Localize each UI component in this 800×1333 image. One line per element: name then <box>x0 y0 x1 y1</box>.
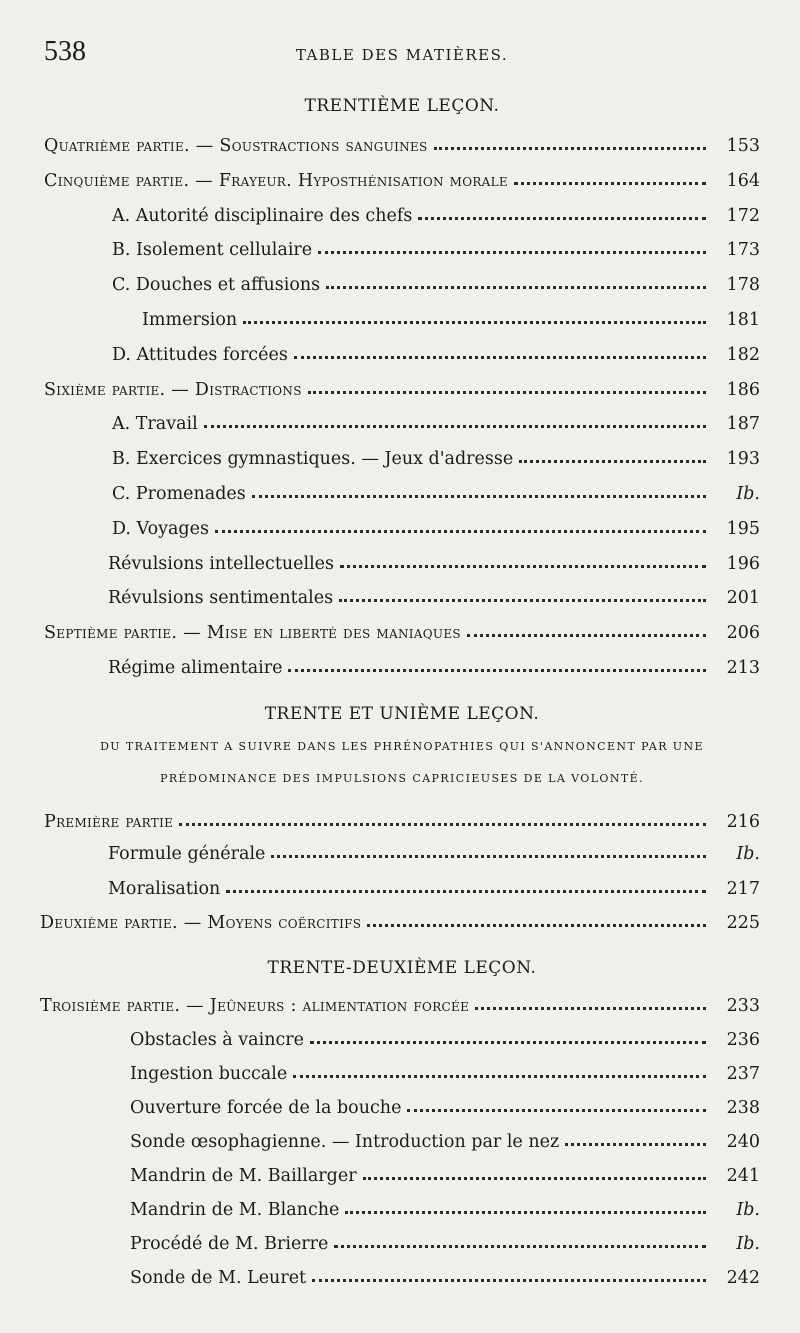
toc-entry-page: 236 <box>726 1030 760 1050</box>
dot-leader <box>340 565 706 568</box>
dot-leader <box>339 599 706 602</box>
toc-entry[interactable] <box>44 128 760 156</box>
dot-leader <box>252 495 706 498</box>
toc-entry-label: A. Autorité disciplinaire des chefs <box>112 206 413 226</box>
toc-entry-label: Cinquième partie. — Frayeur. Hyposthénisation morale <box>44 171 508 191</box>
toc-entry[interactable] <box>44 163 760 191</box>
dot-leader <box>288 669 706 672</box>
toc-entry[interactable] <box>108 836 760 864</box>
toc-entry[interactable] <box>40 988 760 1016</box>
toc-entry-label: Ouverture forcée de la bouche <box>130 1098 402 1118</box>
toc-entry-label: B. Exercices gymnastiques. — Jeux d'adresse <box>112 449 514 469</box>
toc-entry-page: 187 <box>726 414 760 434</box>
toc-entry-label: Sixième partie. — Distractions <box>44 380 302 400</box>
toc-entry-page: 181 <box>726 310 760 330</box>
dot-leader <box>293 1075 706 1078</box>
dot-leader <box>519 460 706 463</box>
toc-entry-page: 217 <box>726 879 760 899</box>
toc-entry-label: Obstacles à vaincre <box>130 1030 305 1050</box>
toc-entry-label: D. Voyages <box>112 519 209 539</box>
toc-entry[interactable] <box>108 650 760 678</box>
toc-entry-page: 225 <box>726 913 760 933</box>
toc-entry[interactable] <box>112 232 760 260</box>
dot-leader <box>310 1041 706 1044</box>
toc-entry-page: Ib. <box>736 844 760 864</box>
toc-entry[interactable] <box>142 302 760 330</box>
toc-entry[interactable] <box>112 337 760 365</box>
toc-entry[interactable] <box>112 441 760 469</box>
toc-entry[interactable] <box>130 1056 760 1084</box>
dot-leader <box>407 1109 706 1112</box>
toc-entry-label: Formule générale <box>108 844 266 864</box>
dot-leader <box>243 321 706 324</box>
lesson-subheading-line1: DU TRAITEMENT A SUIVRE DANS LES PHRÉNOPATHIES QUI S'ANNONCENT PAR UNE <box>100 740 704 753</box>
running-title: TABLE DES MATIÈRES. <box>295 46 509 64</box>
toc-entry-page: 241 <box>726 1166 760 1186</box>
toc-entry-label: Ingestion buccale <box>130 1064 288 1084</box>
dot-leader <box>179 823 706 826</box>
toc-entry-page: 233 <box>726 996 760 1016</box>
toc-entry-label: Moralisation <box>108 879 221 899</box>
dot-leader <box>215 530 706 533</box>
dot-leader <box>434 147 706 150</box>
toc-entry[interactable] <box>130 1192 760 1220</box>
toc-entry-label: Quatrième partie. — Soustractions sanguines <box>44 136 428 156</box>
toc-entry-label: Sonde œsophagienne. — Introduction par le nez <box>130 1132 560 1152</box>
toc-entry-page: 196 <box>726 554 760 574</box>
toc-entry-label: C. Promenades <box>112 484 246 504</box>
dot-leader <box>294 356 706 359</box>
toc-entry-page: 201 <box>726 588 760 608</box>
toc-entry-page: 216 <box>726 812 760 832</box>
page-header <box>44 36 760 70</box>
toc-entry-page: 182 <box>726 345 760 365</box>
dot-leader <box>565 1143 706 1146</box>
toc-entry-label: A. Travail <box>112 414 198 434</box>
dot-leader <box>367 924 706 927</box>
lesson-subheading-line2: PRÉDOMINANCE DES IMPULSIONS CAPRICIEUSES DE LA VOLONTÉ. <box>160 772 644 785</box>
lesson-heading-32: TRENTE-DEUXIÈME LEÇON. <box>267 958 537 978</box>
toc-entry-page: 164 <box>726 171 760 191</box>
toc-entry-page: Ib. <box>736 1200 760 1220</box>
toc-entry-page: 242 <box>726 1268 760 1288</box>
toc-entry-page: 240 <box>726 1132 760 1152</box>
toc-entry-label: Mandrin de M. Baillarger <box>130 1166 357 1186</box>
toc-entry[interactable] <box>112 198 760 226</box>
toc-entry-label: Révulsions sentimentales <box>108 588 334 608</box>
toc-entry-label: Révulsions intellectuelles <box>108 554 335 574</box>
toc-entry[interactable] <box>44 372 760 400</box>
toc-entry[interactable] <box>112 406 760 434</box>
toc-entry-page: 237 <box>726 1064 760 1084</box>
toc-entry-page: 206 <box>726 623 760 643</box>
dot-leader <box>418 217 706 220</box>
toc-entry-page: 195 <box>726 519 760 539</box>
toc-entry-label: D. Attitudes forcées <box>112 345 288 365</box>
toc-entry-page: 153 <box>726 136 760 156</box>
toc-entry-label: Régime alimentaire <box>108 658 283 678</box>
lesson-heading-30: TRENTIÈME LEÇON. <box>304 96 500 116</box>
dot-leader <box>467 634 706 637</box>
toc-entry-label: C. Douches et affusions <box>112 275 321 295</box>
toc-entry[interactable] <box>130 1022 760 1050</box>
toc-entry-label: Immersion <box>142 310 238 330</box>
toc-entry-page: 173 <box>726 240 760 260</box>
toc-entry-page: 238 <box>726 1098 760 1118</box>
dot-leader <box>363 1177 706 1180</box>
toc-entry-page: 186 <box>726 380 760 400</box>
dot-leader <box>271 855 706 858</box>
toc-entry-page: 193 <box>726 449 760 469</box>
toc-entry-label: Première partie <box>44 812 174 832</box>
toc-entry[interactable] <box>130 1090 760 1118</box>
toc-entry-label: Sonde de M. Leuret <box>130 1268 307 1288</box>
toc-entry-page: 213 <box>726 658 760 678</box>
toc-entry-label: B. Isolement cellulaire <box>112 240 313 260</box>
lesson-heading-31: TRENTE ET UNIÈME LEÇON. <box>264 704 540 724</box>
toc-entry-label: Mandrin de M. Blanche <box>130 1200 340 1220</box>
page-number: 538 <box>44 36 86 67</box>
toc-entry-page: 172 <box>726 206 760 226</box>
toc-entry[interactable] <box>44 615 760 643</box>
dot-leader <box>226 890 706 893</box>
toc-entry[interactable] <box>108 580 760 608</box>
toc-entry[interactable] <box>130 1226 760 1254</box>
toc-entry-page: Ib. <box>736 484 760 504</box>
toc-entry[interactable] <box>40 905 760 933</box>
toc-entry[interactable] <box>108 546 760 574</box>
dot-leader <box>334 1245 706 1248</box>
toc-entry[interactable] <box>130 1158 760 1186</box>
toc-entry-label: Septième partie. — Mise en liberté des maniaques <box>44 623 461 643</box>
toc-entry[interactable] <box>44 804 760 832</box>
dot-leader <box>475 1007 706 1010</box>
toc-entry-label: Deuxième partie. — Moyens coërcitifs <box>40 913 362 933</box>
dot-leader <box>308 391 706 394</box>
toc-entry[interactable] <box>130 1124 760 1152</box>
dot-leader <box>204 425 706 428</box>
toc-entry[interactable] <box>130 1260 760 1288</box>
dot-leader <box>326 286 706 289</box>
toc-entry[interactable] <box>108 871 760 899</box>
toc-entry[interactable] <box>112 267 760 295</box>
toc-entry[interactable] <box>112 511 760 539</box>
dot-leader <box>312 1279 706 1282</box>
dot-leader <box>514 182 706 185</box>
toc-entry-page: 178 <box>726 275 760 295</box>
dot-leader <box>345 1211 706 1214</box>
toc-entry-page: Ib. <box>736 1234 760 1254</box>
toc-entry-label: Procédé de M. Brierre <box>130 1234 329 1254</box>
toc-entry-label: Troisième partie. — Jeûneurs : alimentation forcée <box>40 996 470 1016</box>
dot-leader <box>318 251 706 254</box>
toc-entry[interactable] <box>112 476 760 504</box>
